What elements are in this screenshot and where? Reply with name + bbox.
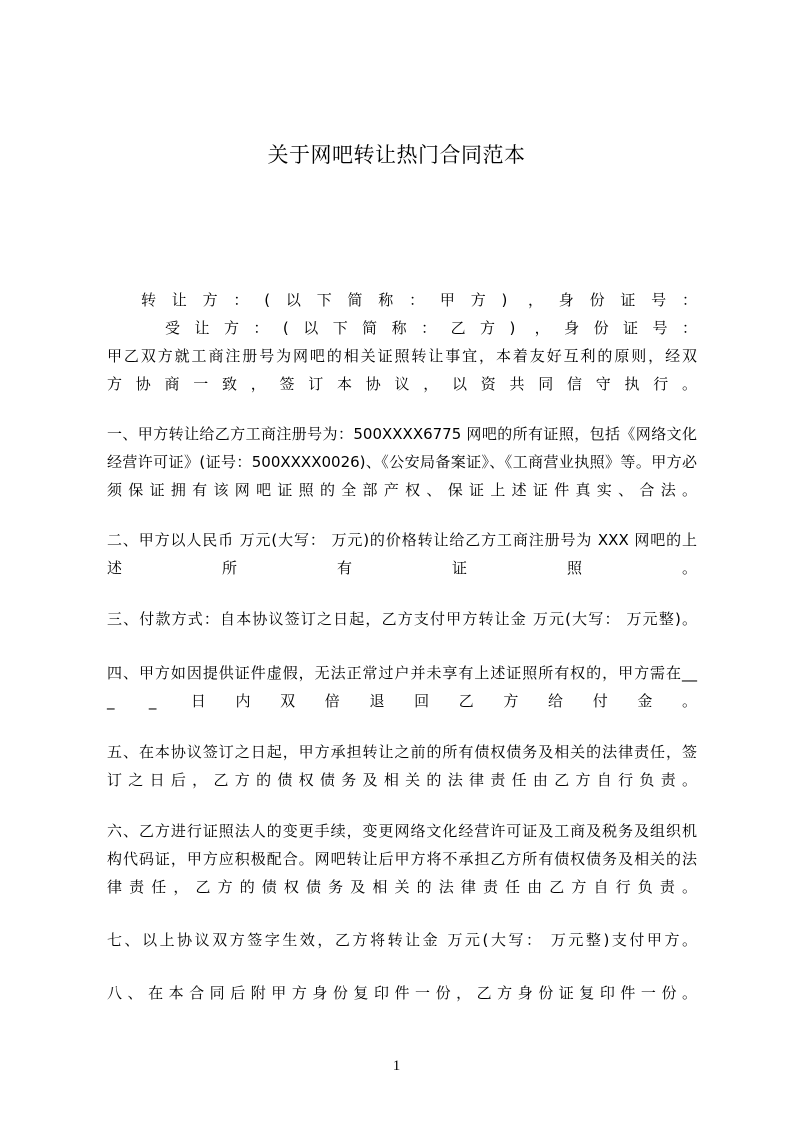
transferee-line: 受让方：(以下简称：乙方) ，身份证号：	[165, 319, 697, 337]
clause-7-line: 七、以上协议双方签字生效，乙方将转让金 万元(大写： 万元整)支付甲方。	[107, 931, 697, 949]
clause-6-line: 六、乙方进行证照法人的变更手续，变更网络文化经营许可证及工商及税务及组织机	[107, 822, 697, 840]
clause-4-line: _ _ 日内双倍退回乙方给付金。	[107, 692, 697, 710]
clause-8-line: 八、在本合同后附甲方身份复印件一份，乙方身份证复印件一份。	[107, 984, 697, 1002]
clause-5-line: 订之日后，乙方的债权债务及相关的法律责任由乙方自行负责。	[107, 771, 697, 789]
clause-2-line: 述所有证照。	[107, 559, 697, 577]
preamble-line: 方协商一致，签订本协议，以资共同信守执行。	[107, 375, 697, 393]
transferor-line: 转让方：(以下简称：甲方) ，身份证号：	[141, 291, 697, 309]
clause-1-line: 一、甲方转让给乙方工商注册号为：500XXXX6775 网吧的所有证照，包括《网络文化	[107, 425, 697, 443]
preamble-line: 甲乙双方就工商注册号为网吧的相关证照转让事宜，本着友好互利的原则，经双	[107, 347, 697, 365]
clause-5-line: 五、在本协议签订之日起，甲方承担转让之前的所有债权债务及相关的法律责任，签	[107, 743, 697, 761]
page-number: 1	[392, 1058, 401, 1074]
clause-6-line: 构代码证，甲方应积极配合。网吧转让后甲方将不承担乙方所有债权债务及相关的法	[107, 850, 697, 868]
clause-3-line: 三、付款方式：自本协议签订之日起，乙方支付甲方转让金 万元(大写： 万元整)。	[107, 610, 697, 628]
clause-6-line: 律责任，乙方的债权债务及相关的法律责任由乙方自行负责。	[107, 878, 697, 896]
clause-2-line: 二、甲方以人民币 万元(大写： 万元)的价格转让给乙方工商注册号为 XXX 网吧的上	[107, 531, 697, 549]
clause-1-line: 经营许可证》(证号：500XXXX0026)、《公安局备案证》、《工商营业执照》等。甲方必	[107, 453, 697, 471]
clause-1-line: 须保证拥有该网吧证照的全部产权、保证上述证件真实、合法。	[107, 481, 697, 499]
clause-4-line: 四、甲方如因提供证件虚假，无法正常过户并未享有上述证照所有权的，甲方需在__	[107, 664, 697, 682]
document-title: 关于网吧转让热门合同范本	[267, 143, 526, 167]
